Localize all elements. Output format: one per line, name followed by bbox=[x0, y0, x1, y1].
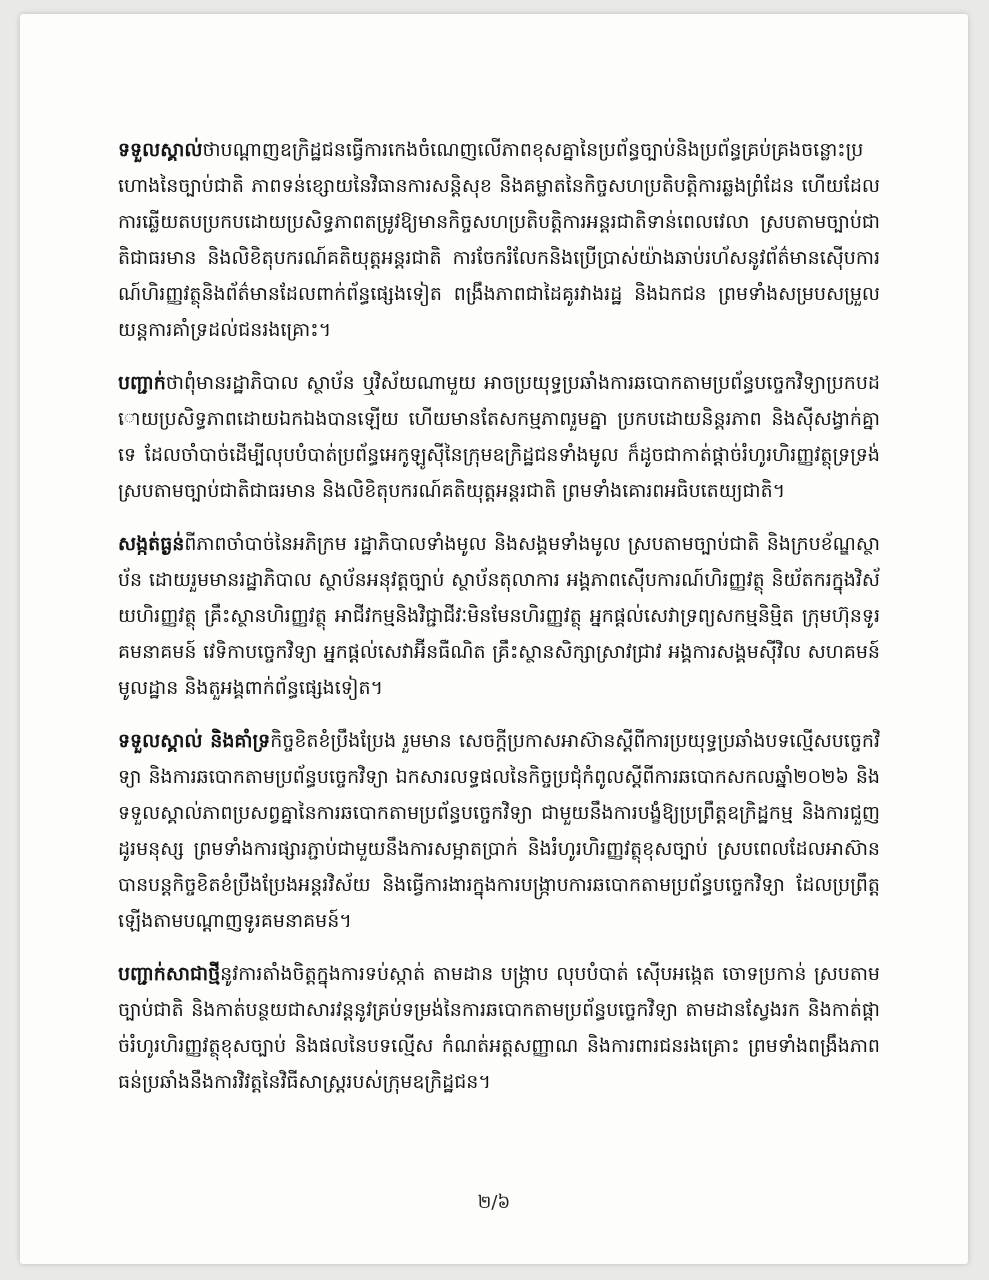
paragraph-lead: សង្កត់ធ្ងន់ bbox=[118, 533, 185, 555]
page-number: ២/៦ bbox=[477, 1192, 511, 1213]
paragraph-body: ថាពុំមានរដ្ឋាភិបាល ស្ថាប័ន ឬវិស័យណាមួយ អាចប្រយុទ្ធប្រឆាំងការឆបោកតាមប្រព័ន្ធបច្ចេកវិទ្យាប្រកបដោយប្រសិទ្ធភាពដោយឯកឯងបានឡើយ ហើយមានតែសកម្មភាពរួមគ្នា ប្រកបដោយនិន្តរភាព និងស៊ីសង្វាក់គ្នាទេ ដែលចាំបាច់ដើម្បីលុបបំបាត់ប្រព័ន្ធអេកូឡូស៊ីនៃក្រុមឧក្រិដ្ឋជនទាំងមូល ក៏ដូចជាកាត់ផ្តាច់រំហូរហិរញ្ញវត្ថុទ្រទ្រង់ ស្របតាមច្បាប់ជាតិជាធរមាន និងលិខិតុបករណ៍គតិយុត្តអន្តរជាតិ ព្រមទាំងគោរពអធិបតេយ្យជាតិ។ bbox=[118, 372, 880, 502]
paragraph-body: ថាបណ្តាញឧក្រិដ្ឋជនធ្វើការកេងចំណេញលើភាពខុសគ្នានៃប្រព័ន្ធច្បាប់និងប្រព័ន្ធគ្រប់គ្រងចន្លោះប្រហោងនៃច្បាប់ជាតិ ភាពទន់ខ្សោយនៃវិធានការសន្តិសុខ និងគម្លាតនៃកិច្ចសហប្រតិបត្តិការឆ្លងព្រំដែន ហើយដែលការឆ្លើយតបប្រកបដោយប្រសិទ្ធភាពតម្រូវឱ្យមានកិច្ចសហប្រតិបត្តិការអន្តរជាតិទាន់ពេលវេលា ស្របតាមច្បាប់ជាតិជាធរមាន និងលិខិតុបករណ៍គតិយុត្តអន្តរជាតិ ការចែករំលែកនិងប្រើប្រាស់យ៉ាងឆាប់រហ័សនូវព័ត៌មានស៊ើបការណ៍ហិរញ្ញវត្ថុនិងព័ត៌មានដែលពាក់ព័ន្ធផ្សេងទៀត ពង្រឹងភាពជាដៃគូរវាងរដ្ឋ និងឯកជន ព្រមទាំងសម្របសម្រួលយន្តការគាំទ្រដល់ជនរងគ្រោះ។ bbox=[118, 139, 880, 341]
paragraph-recognize-exploitation bbox=[118, 132, 880, 348]
paragraph-lead: ទទួលស្គាល់ bbox=[118, 139, 203, 161]
paragraph-emphasize-whole-of-government bbox=[118, 526, 880, 706]
paragraph-lead: ទទួលស្គាល់ និងគាំទ្រ bbox=[118, 730, 271, 752]
paragraph-lead: បញ្ជាក់សាជាថ្មី bbox=[118, 963, 221, 985]
paragraph-lead: បញ្ជាក់ bbox=[118, 372, 166, 394]
paragraph-reaffirm-commitment bbox=[118, 956, 880, 1100]
paragraph-affirm-no-single-actor bbox=[118, 365, 880, 509]
paragraph-body: នូវការតាំងចិត្តក្នុងការទប់ស្កាត់ តាមដាន បង្ក្រាប លុបបំបាត់ ស៊ើបអង្កេត ចោទប្រកាន់ ស្របតាមច្បាប់ជាតិ និងកាត់បន្ថយជាសារវន្តនូវគ្រប់ទម្រង់នៃការឆបោកតាមប្រព័ន្ធបច្ចេកវិទ្យា តាមដានស្វែងរក និងកាត់ផ្តាច់រំហូរហិរញ្ញវត្ថុខុសច្បាប់ និងផលនៃបទល្មើស កំណត់អត្តសញ្ញាណ និងការពារជនរងគ្រោះ ព្រមទាំងពង្រឹងភាពធន់ប្រឆាំងនឹងការវិវត្តនៃវិធីសាស្ត្ររបស់ក្រុមឧក្រិដ្ឋជន។ bbox=[118, 963, 880, 1093]
document-page bbox=[20, 14, 968, 1264]
paragraph-recognize-and-support bbox=[118, 723, 880, 939]
paragraph-body: ពីភាពចាំបាច់នៃអភិក្រម រដ្ឋាភិបាលទាំងមូល និងសង្គមទាំងមូល ស្របតាមច្បាប់ជាតិ និងក្របខ័ណ្ឌស្ថាប័ន ដោយរួមមានរដ្ឋាភិបាល ស្ថាប័នអនុវត្តច្បាប់ ស្ថាប័នតុលាការ អង្គភាពស៊ើបការណ៍ហិរញ្ញវត្ថុ និយ័តករក្នុងវិស័យហិរញ្ញវត្ថុ គ្រឹះស្ថានហិរញ្ញវត្ថុ អាជីវកម្មនិងវិជ្ជាជីវៈមិនមែនហិរញ្ញវត្ថុ អ្នកផ្តល់សេវាទ្រព្យសកម្មនិម្មិត ក្រុមហ៊ុនទូរគមនាគមន៍ វេទិកាបច្ចេកវិទ្យា អ្នកផ្តល់សេវាអ៊ីនធឺណិត គ្រឹះស្ថានសិក្សាស្រាវជ្រាវ អង្គការសង្គមស៊ីវិល សហគមន៍មូលដ្ឋាន និងតួអង្គពាក់ព័ន្ធផ្សេងទៀត។ bbox=[118, 533, 880, 699]
paragraph-body: កិច្ចខិតខំប្រឹងប្រែង រួមមាន សេចក្តីប្រកាសអាស៊ានស្តីពីការប្រយុទ្ធប្រឆាំងបទល្មើសបច្ចេកវិទ្យា និងការឆបោកតាមប្រព័ន្ធបច្ចេកវិទ្យា ឯកសារលទ្ធផលនៃកិច្ចប្រជុំកំពូលស្តីពីការឆបោកសកលឆ្នាំ២០២៦ និងទទួលស្គាល់ភាពប្រសព្វគ្នានៃការឆបោកតាមប្រព័ន្ធបច្ចេកវិទ្យា ជាមួយនឹងការបង្ខំឱ្យប្រព្រឹត្តឧក្រិដ្ឋកម្ម និងការជួញដូរមនុស្ស ព្រមទាំងការផ្សារភ្ជាប់ជាមួយនឹងការសម្អាតប្រាក់ និងរំហូរហិរញ្ញវត្ថុខុសច្បាប់ ស្របពេលដែលអាស៊ានបានបន្តកិច្ចខិតខំប្រឹងប្រែងអន្តរវិស័យ និងធ្វើការងារក្នុងការបង្ក្រាបការឆបោកតាមប្រព័ន្ធបច្ចេកវិទ្យា ដែលប្រព្រឹត្តឡើងតាមបណ្តាញទូរគមនាគមន៍។ bbox=[118, 730, 880, 932]
